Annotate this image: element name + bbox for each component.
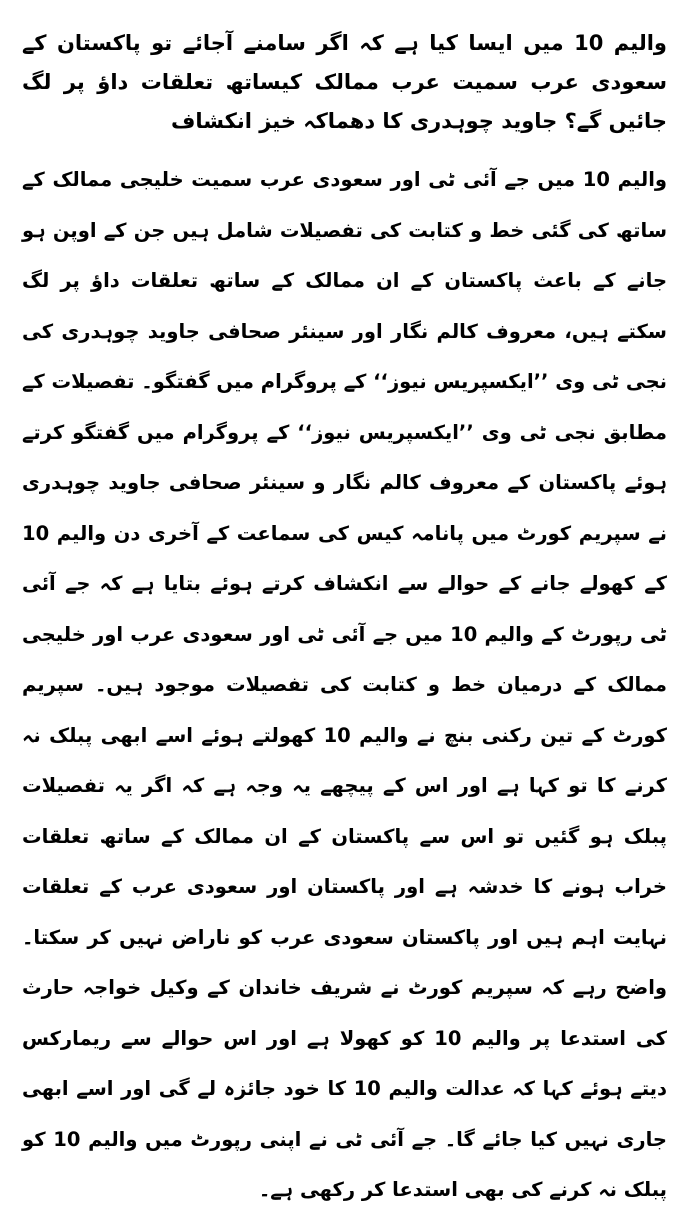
article-headline: والیم 10 میں ایسا کیا ہے کہ اگر سامنے آجائے تو پاکستان کے سعودی عرب سمیت عرب ممالک کیساتھ تعلقات داؤ پر لگ جائیں گے؟ جاوید چوہدری کا دھماکہ خیز انکشاف	[22, 31, 667, 133]
article-body: والیم 10 میں جے آئی ٹی اور سعودی عرب سمیت خلیجی ممالک کے ساتھ کی گئی خط و کتابت کی تفصیلات شامل ہیں جن کے اوپن ہو جانے کے باعث پاکستان کے ان ممالک کے ساتھ تعلقات داؤ پر لگ سکتے ہیں، معروف کالم نگار اور سینئر صحافی جاوید چوہدری کی نجی ٹی وی ’’ایکسپریس نیوز‘‘ کے پروگرام میں گفتگو۔ تفصیلات کے مطابق نجی ٹی وی ’’ایکسپریس نیوز‘‘ کے پروگرام میں گفتگو کرتے ہوئے پاکستان کے معروف کالم نگار و سینئر صحافی جاوید چوہدری نے سپریم کورٹ میں پانامہ کیس کی سماعت کے آخری دن والیم 10 کے کھولے جانے کے حوالے سے انکشاف کرتے ہوئے بتایا ہے کہ جے آئی ٹی رپورٹ کے والیم 10 میں جے آئی ٹی اور سعودی عرب اور خلیجی ممالک کے درمیان خط و کتابت کی تفصیلات موجود ہیں۔ سپریم کورٹ کے تین رکنی بنچ نے والیم 10 کھولتے ہوئے اسے ابھی پبلک نہ کرنے کا تو کہا ہے اور اس کے پیچھے یہ وجہ ہے کہ اگر یہ تفصیلات پبلک ہو گئیں تو اس سے پاکستان کے ان ممالک کے ساتھ تعلقات خراب ہونے کا خدشہ ہے اور پاکستان اور سعودی عرب کے تعلقات نہایت اہم ہیں اور پاکستان سعودی عرب کو ناراض نہیں کر سکتا۔ واضح رہے کہ سپریم کورٹ نے شریف خاندان کے وکیل خواجہ حارث کی استدعا پر والیم 10 کو کھولا ہے اور اس حوالے سے ریمارکس دیتے ہوئے کہا کہ عدالت والیم 10 کا خود جائزہ لے گی اور اسے ابھی جاری نہیں کیا جائے گا۔ جے آئی ٹی نے اپنی رپورٹ میں والیم 10 کو پبلک نہ کرنے کی بھی استدعا کر رکھی ہے۔	[22, 168, 667, 1201]
